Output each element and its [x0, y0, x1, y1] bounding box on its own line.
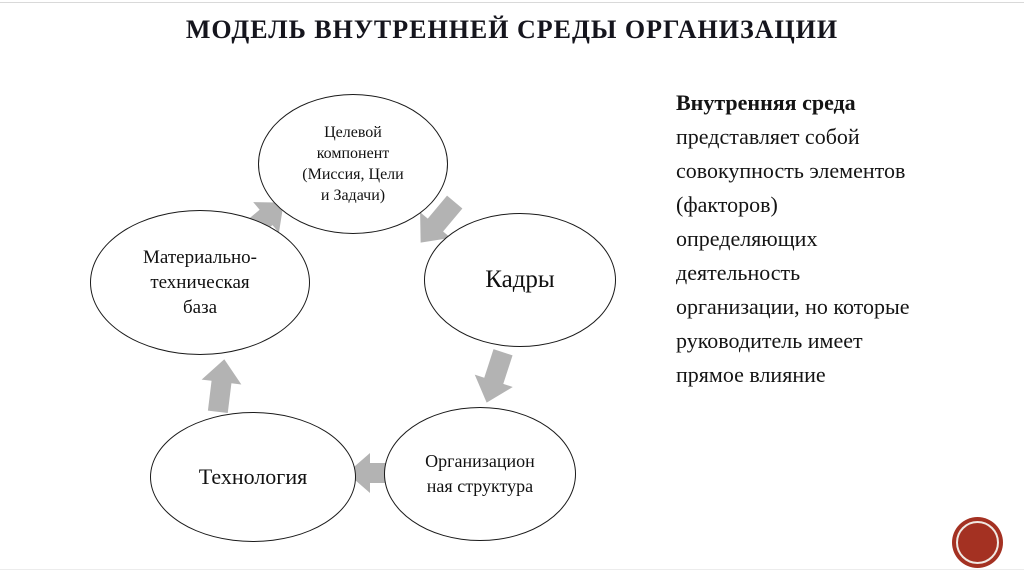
- node-label-line: Технология: [198, 464, 308, 489]
- node-label-line: компонент: [316, 144, 390, 162]
- node-material-technical-base: [90, 210, 310, 355]
- node-label-line: техническая: [150, 271, 250, 293]
- arrow-technology-to-material: [198, 357, 244, 414]
- definition-line: (факторов): [676, 192, 778, 217]
- logo-inner-ring: [956, 521, 999, 564]
- up-arrow-icon: [198, 357, 244, 414]
- definition-lead: Внутренняя среда: [676, 90, 856, 115]
- node-label: [485, 266, 554, 294]
- definition-line: представляет собой: [676, 124, 860, 149]
- red-circle-logo: [952, 517, 1003, 568]
- node-label-line: Организацион: [425, 451, 535, 472]
- node-label: [302, 122, 403, 206]
- definition-text: [676, 86, 1024, 392]
- node-label-line: ная структура: [426, 476, 534, 496]
- slide-title: МОДЕЛЬ ВНУТРЕННЕЙ СРЕДЫ ОРГАНИЗАЦИИ: [185, 15, 839, 44]
- node-label-line: Материально-: [143, 246, 257, 268]
- node-label-line: Кадры: [485, 266, 555, 293]
- node-target-component: [258, 94, 448, 234]
- node-label-line: (Миссия, Цели: [302, 166, 404, 183]
- definition-line: прямое влияние: [676, 362, 826, 387]
- definition-line: деятельность: [676, 260, 801, 285]
- definition-line: совокупность элементов: [676, 158, 906, 183]
- node-label: [425, 449, 535, 499]
- node-organizational-structure: [384, 407, 576, 541]
- node-technology: [150, 412, 356, 542]
- definition-line: организации, но которые: [676, 294, 910, 319]
- node-label-line: Целевой: [324, 123, 382, 141]
- arrow-personnel-to-org: [468, 346, 522, 409]
- node-label-line: база: [182, 297, 218, 319]
- down-arrow-icon: [468, 346, 522, 409]
- node-personnel: [424, 213, 616, 347]
- definition-line: руководитель имеет: [676, 328, 863, 353]
- definition-line: определяющих: [676, 226, 818, 251]
- node-label-line: и Задачи): [320, 187, 386, 205]
- node-label: [199, 464, 307, 490]
- node-label: [143, 245, 257, 320]
